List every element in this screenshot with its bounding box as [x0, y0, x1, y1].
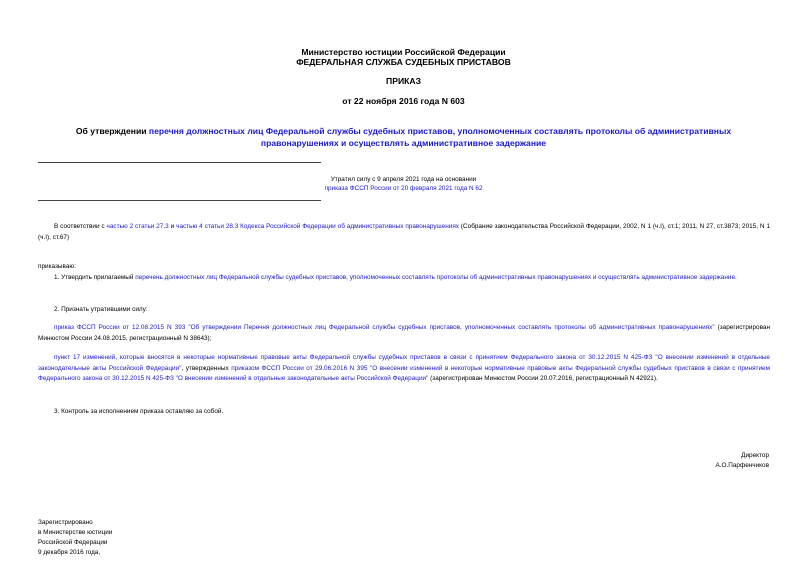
item-2b-paragraph: [38, 353, 770, 385]
item-1-paragraph: [38, 273, 770, 284]
document-type: ПРИКАЗ: [386, 76, 421, 86]
item-2b-text-2: (зарегистрирован Минюстом России 20.07.2016, регистрационный N 42921).: [428, 375, 658, 382]
registration-line-2: в Министерстве юстиции: [38, 529, 113, 536]
item-2a-paragraph: [38, 323, 770, 344]
signature-name: А.О.Парфенчиков: [715, 462, 769, 469]
approved-list-link[interactable]: перечень должностных лиц Федеральной службы судебных приставов, уполномоченных составлять протоколы об административных правонарушениях и осуществлять административное задержание: [135, 274, 736, 281]
article-28-3-koap-link[interactable]: частью 4 статьи 28.3 Кодекса Российской Федерации об административных правонарушениях: [176, 223, 459, 230]
document-date: от 22 ноября 2016 года N 603: [342, 96, 465, 106]
item-1-end: .: [735, 274, 737, 281]
title-prefix: Об утверждении: [75, 126, 149, 136]
signature-position: Директор: [741, 452, 769, 459]
item-1-text: 1. Утвердить прилагаемый: [54, 274, 136, 281]
order-393-link[interactable]: приказ ФССП России от 12.08.2015 N 393 "Об утверждении Перечня должностных лиц Федеральной службы судебных приставов, уполномоченных составлять протоколы об административных правонарушениях": [54, 324, 715, 331]
repeal-order-link[interactable]: приказа ФССП России от 20 февраля 2021 года N 62: [324, 185, 483, 192]
document-title: [60, 125, 747, 149]
preamble-text-2: и: [168, 223, 177, 230]
status-note-link-wrap: [0, 184, 807, 193]
ministry-name: Министерство юстиции Российской Федерации: [301, 47, 506, 57]
title-list-link[interactable]: перечня должностных лиц Федеральной службы судебных приставов, уполномоченных составлять протоколы об административных правонарушениях и осуществлять административное задержание: [148, 126, 732, 148]
separator-top: [38, 162, 321, 163]
order-395-link[interactable]: приказом ФССП России от 29.06.2016 N 395 "О внесении изменений в некоторые нормативные правовые акты Федеральной службы судебных приставов в связи с принятием Федерального закона от 30.12.2015 N 425-ФЗ "О внесении изменений в отдельные законодательные акты Российской Федерации": [38, 364, 770, 382]
article-27-3-link[interactable]: частью 2 статьи 27.3: [106, 223, 169, 230]
registration-line-1: Зарегистрировано: [38, 519, 93, 526]
status-note: Утратил силу с 9 апреля 2021 года на основании: [330, 176, 477, 183]
point-17-link[interactable]: пункт 17 изменений, которые вносятся в некоторые нормативные правовые акты Федеральной службы судебных приставов в связи с принятием Федерального закона от 30.12.2015 N 425-ФЗ "О внесении изменений в отдельные законодательные акты Российской Федерации": [38, 354, 770, 372]
item-2b-text-1: , утвержденных: [181, 364, 232, 372]
order-word: приказываю:: [38, 263, 76, 270]
registration-line-3: Российской Федерации: [38, 539, 108, 546]
preamble-text-3: (Собрание законодательства Российской Федерации, 2002, N 1 (ч.I), ст.1; 2011, N 27, ст.3873; 2015, N 1 (ч.I), ст.67): [38, 223, 771, 241]
item-2-paragraph: 2. Признать утратившими силу:: [54, 306, 148, 313]
item-2a-text: (зарегистрирован Минюстом России 24.08.2015, регистрационный N 38643);: [38, 324, 770, 342]
registration-line-4: 9 декабря 2016 года,: [38, 549, 101, 556]
separator-bottom: [38, 200, 321, 201]
service-name: ФЕДЕРАЛЬНАЯ СЛУЖБА СУДЕБНЫХ ПРИСТАВОВ: [296, 57, 511, 67]
preamble-paragraph: [38, 222, 770, 243]
preamble-text-1: В соответствии с: [54, 223, 107, 230]
item-3-paragraph: 3. Контроль за исполнением приказа оставляю за собой.: [54, 408, 224, 415]
